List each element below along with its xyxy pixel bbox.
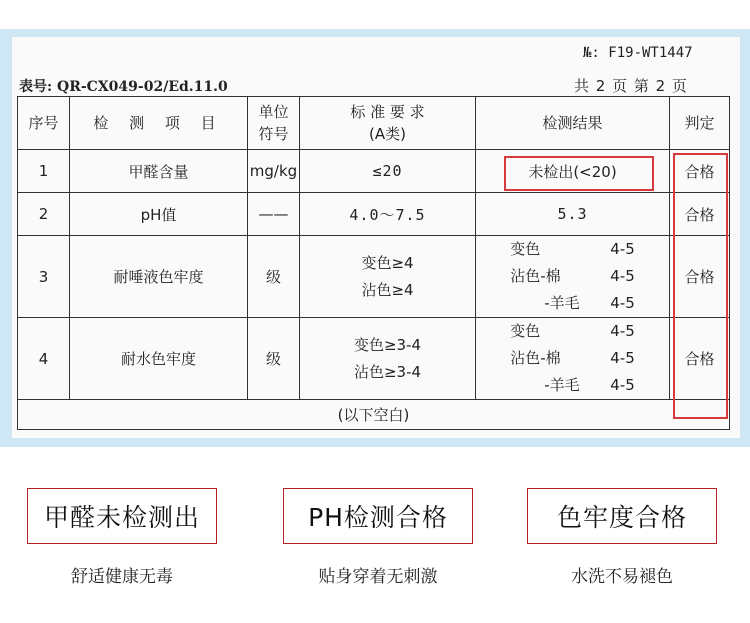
row-standard: 4.0～7.5 [300,193,476,236]
verdict-column-highlight [673,153,728,419]
row-item: 耐水色牢度 [70,318,248,400]
table-header-row [18,97,730,150]
header-seq: 序号 [18,97,70,150]
caption-ph: 贴身穿着无刺激 [318,567,438,587]
test-report-table [17,96,730,430]
row-seq: 3 [18,236,70,318]
header-verdict: 判定 [670,97,730,150]
blank-below-note: (以下空白) [18,400,730,430]
row-seq: 4 [18,318,70,400]
header-unit: 单位 符号 [248,97,300,150]
header-item: 检 测 项 目 [70,97,248,150]
row-item: 耐唾液色牢度 [70,236,248,318]
badge-ph: PH检测合格 [283,488,473,544]
footer-row [18,400,730,430]
form-number: 表号: QR-CX049-02/Ed.11.0 [19,79,228,95]
row-verdict: 合格 [670,318,730,400]
table-row [18,193,730,236]
row-unit: 级 [248,318,300,400]
formaldehyde-result-highlight [504,156,654,191]
row-result: 未检出(<20) [476,150,670,193]
document-number: №: F19-WT1447 [583,45,693,61]
row-standard: 变色≥3-4 沾色≥3-4 [300,318,476,400]
caption-formaldehyde: 舒适健康无毒 [71,567,173,587]
header-standard: 标 准 要 求 (A类) [300,97,476,150]
row-standard: 变色≥4 沾色≥4 [300,236,476,318]
row-unit: 级 [248,236,300,318]
row-result: 变色 4-5 沾色-棉 4-5 -羊毛 4-5 [476,236,670,318]
row-unit: —— [248,193,300,236]
row-seq: 2 [18,193,70,236]
row-verdict: 合格 [670,150,730,193]
row-result: 5.3 [476,193,670,236]
row-item: 甲醛含量 [70,150,248,193]
row-verdict: 合格 [670,193,730,236]
row-item: pH值 [70,193,248,236]
row-standard: ≤20 [300,150,476,193]
badge-formaldehyde: 甲醛未检测出 [27,488,217,544]
table-row [18,318,730,400]
table-row [18,236,730,318]
row-verdict: 合格 [670,236,730,318]
row-unit: mg/kg [248,150,300,193]
row-result: 变色 4-5 沾色-棉 4-5 -羊毛 4-5 [476,318,670,400]
page-indicator: 共 2 页 第 2 页 [574,77,688,95]
caption-colorfastness: 水洗不易褪色 [571,567,673,587]
header-result: 检测结果 [476,97,670,150]
row-seq: 1 [18,150,70,193]
badge-colorfastness: 色牢度合格 [527,488,717,544]
